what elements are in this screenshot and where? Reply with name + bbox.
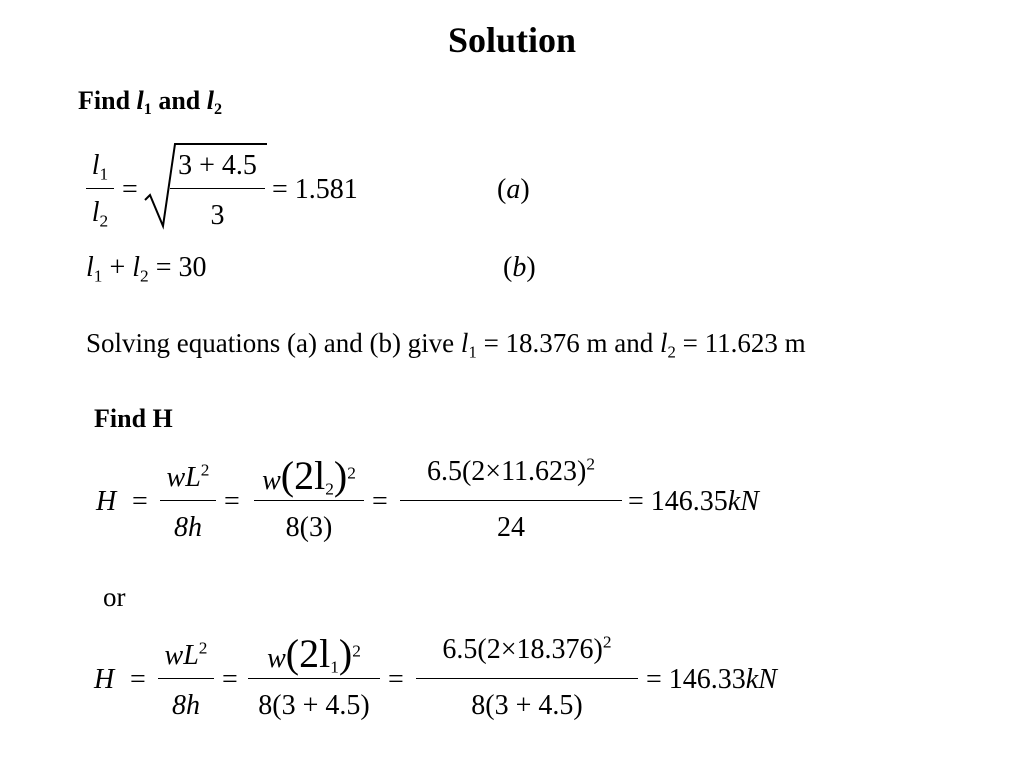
eq-a-label-open: ( — [497, 174, 507, 205]
h1-f2-bar — [254, 500, 364, 501]
find-l-prefix: Find — [78, 86, 131, 115]
eq-a-den-sub: 2 — [99, 211, 109, 231]
h2-f2-sub: 1 — [330, 657, 339, 677]
h1-f1-num — [160, 462, 216, 494]
eq-b-label — [503, 254, 536, 282]
h2-f1-num — [158, 640, 214, 672]
solve-val1: = 18.376 m and — [483, 328, 654, 358]
h1-eq2: = — [224, 486, 240, 517]
h1-eq3: = — [372, 486, 388, 517]
h2-H: H — [94, 664, 115, 695]
h2-f2-bar — [248, 678, 380, 679]
eq-b-label-open: ( — [503, 252, 513, 283]
solve-sub2: 2 — [667, 342, 676, 362]
h1-f1-num-sup: 2 — [200, 460, 210, 480]
h2-eq3: = — [388, 664, 404, 695]
h2-f2-sup: 2 — [352, 641, 361, 661]
h2-f2-den: 8(3 + 4.5) — [258, 690, 370, 721]
h1-f3-bar — [400, 500, 622, 501]
h1-f2-num — [254, 453, 364, 499]
h2-f3-num-text: 6.5(2×18.376) — [442, 634, 603, 665]
eq-b-var2: l — [132, 252, 141, 283]
h1-H: H — [96, 486, 117, 517]
eq-a-num-var: l — [91, 150, 100, 181]
h2-eq1: = — [130, 664, 146, 695]
eq-b-sub1: 1 — [93, 266, 103, 286]
h2-result — [646, 666, 777, 694]
eq-a-label — [497, 176, 530, 204]
find-l-var1: l — [136, 86, 144, 115]
h2-result-unit: kN — [745, 664, 777, 695]
eq-b-label-close: ) — [526, 252, 536, 283]
solve-val2: = 11.623 m — [682, 328, 806, 358]
h2-f3-den: 8(3 + 4.5) — [471, 690, 583, 721]
equation-b — [86, 252, 207, 286]
h2-f1-bar — [158, 678, 214, 679]
eq-a-ratio-bar — [86, 188, 114, 189]
h2-f1-num-text: wL — [164, 640, 199, 671]
h2-f3-num — [416, 634, 638, 666]
h1-result — [628, 488, 759, 516]
solve-var2: l — [660, 328, 668, 358]
h1-f3-sup: 2 — [586, 454, 596, 474]
h1-f3-den: 24 — [497, 512, 525, 543]
h2-result-value: = 146.33 — [646, 664, 746, 695]
eq-b-plus: + — [109, 252, 126, 283]
find-l-sub2: 2 — [213, 101, 223, 119]
eq-a-equals: = — [122, 174, 138, 205]
eq-b-sub2: 2 — [140, 266, 149, 286]
eq-b-label-var: b — [512, 252, 527, 283]
eq-a-ratio-num — [86, 150, 114, 182]
h1-f2-close: ) — [333, 453, 348, 498]
solve-statement — [86, 328, 806, 362]
h1-f1-den: 8h — [174, 512, 202, 543]
h1-f2-paren: (2l — [280, 453, 326, 498]
find-l-sub1: 1 — [143, 101, 152, 119]
h1-result-value: = 146.35 — [628, 486, 728, 517]
eq-a-label-close: ) — [520, 174, 530, 205]
eq-a-rad-num: 3 + 4.5 — [178, 150, 257, 181]
h1-f3-num-text: 6.5(2×11.623) — [426, 456, 587, 487]
h1-f3-num — [400, 456, 622, 488]
solve-prefix: Solving equations (a) and (b) give — [86, 328, 455, 358]
h2-f2-w: w — [267, 643, 286, 674]
find-h-heading: Find H — [94, 404, 173, 433]
h2-f3-bar — [416, 678, 638, 679]
h2-f2-paren: (2l — [285, 631, 331, 676]
h1-f2-sub: 2 — [325, 479, 334, 499]
h2-eq2: = — [222, 664, 238, 695]
page-title: Solution — [447, 20, 577, 60]
h1-f2-sup: 2 — [347, 463, 356, 483]
h1-eq1: = — [132, 486, 148, 517]
eq-b-var1: l — [86, 252, 94, 283]
eq-a-label-var: a — [506, 174, 521, 205]
h1-f1-bar — [160, 500, 216, 501]
eq-a-rad-den: 3 — [210, 200, 225, 231]
h1-result-unit: kN — [727, 486, 759, 517]
h1-f2-den: 8(3) — [285, 512, 333, 543]
find-l-mid: and — [158, 86, 201, 115]
h2-f2-num — [248, 631, 380, 677]
find-l-heading — [78, 86, 223, 119]
solve-sub1: 1 — [468, 342, 477, 362]
solve-var1: l — [460, 328, 469, 358]
eq-a-den-var: l — [91, 197, 100, 228]
h2-f3-sup: 2 — [602, 632, 612, 652]
eq-a-result: = 1.581 — [272, 174, 358, 205]
eq-b-rhs: = 30 — [155, 252, 207, 283]
h2-f1-den: 8h — [172, 690, 200, 721]
eq-a-num-sub: 1 — [99, 164, 109, 184]
eq-a-rad-bar — [170, 188, 265, 189]
h1-f2-w: w — [262, 465, 281, 496]
h1-f1-num-text: wL — [166, 462, 201, 493]
eq-a-ratio-den — [86, 197, 114, 229]
h2-f1-num-sup: 2 — [198, 638, 208, 658]
or-text: or — [103, 582, 126, 612]
find-l-var2: l — [206, 86, 214, 115]
h2-f2-close: ) — [338, 631, 353, 676]
